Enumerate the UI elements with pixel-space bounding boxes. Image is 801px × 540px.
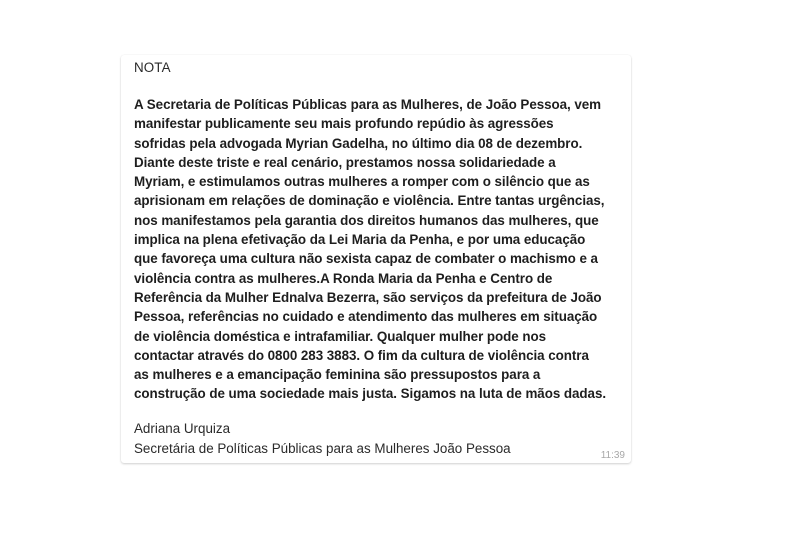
message-body-line: sofridas pela advogada Myrian Gadelha, no último dia 08 de dezembro. (134, 135, 583, 151)
message-body-line: manifestar publicamente seu mais profundo repúdio às agressões (134, 116, 554, 132)
message-body-line: que favoreça uma cultura não sexista capaz de combater o machismo e a (134, 251, 598, 267)
message-body-line: A Secretaria de Políticas Públicas para as Mulheres, de João Pessoa, vem (134, 97, 602, 112)
message-body-line: Referência da Mulher Ednalva Bezerra, são serviços da prefeitura de João (134, 289, 602, 305)
message-body (134, 95, 629, 404)
message-body-line: violência contra as mulheres.A Ronda Maria da Penha e Centro de (134, 270, 553, 286)
message-body-line: construção de uma sociedade mais justa. Sigamos na luta de mãos dadas. (134, 386, 607, 402)
signature-organization: Secretária de Políticas Públicas para as Mulheres João Pessoa (134, 440, 511, 456)
message-body-line: Pessoa, referências no cuidado e atendimento das mulheres em situação (134, 309, 598, 325)
message-timestamp: 11:39 (600, 450, 625, 461)
message-body-line: nos manifestamos pela garantia dos direitos humanos das mulheres, que (134, 212, 599, 228)
message-body-line: Diante deste triste e real cenário, prestamos nossa solidariedade a (134, 154, 556, 170)
message-body-line: implica na plena efetivação da Lei Maria da Penha, e por uma educação (134, 232, 586, 248)
message-body-line: de violência doméstica e intrafamiliar. Qualquer mulher pode nos (134, 328, 547, 344)
message-body-line: aprisionam em relações de dominação e violência. Entre tantas urgências, (134, 193, 605, 209)
message-signature (134, 419, 511, 458)
message-heading: NOTA (134, 60, 171, 75)
message-bubble[interactable] (121, 55, 631, 463)
message-body-line: as mulheres e a emancipação feminina são pressupostos para a (134, 367, 541, 383)
message-body-line: contactar através do 0800 283 3883. O fim da cultura de violência contra (134, 347, 589, 363)
signature-name: Adriana Urquiza (134, 421, 231, 436)
message-body-line: Myriam, e estimulamos outras mulheres a romper com o silêncio que as (134, 174, 590, 190)
